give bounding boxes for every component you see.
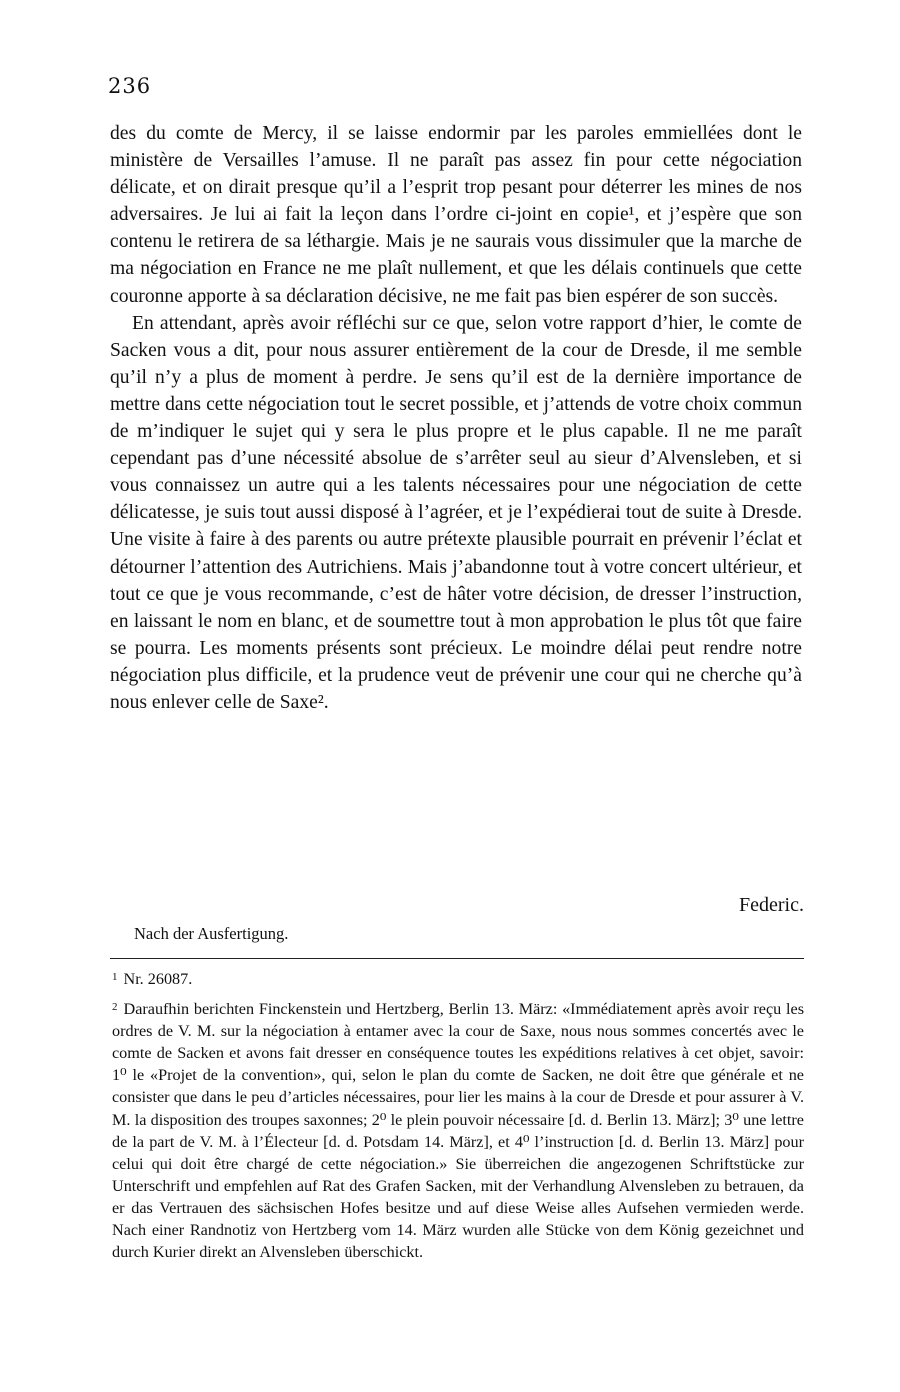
footnote-1 xyxy=(112,966,804,990)
paragraph-1: des du comte de Mercy, il se laisse endormir par les paroles emmiellées dont le ministère de Versailles l’amuse. Il ne paraît pas assez fin pour cette négociation délicate, et on dirait presque qu’il a l’esprit trop pesant pour déterrer les mines de nos adversaires. Je lui ai fait la leçon dans l’ordre ci-joint en copie¹, et j’espère que son contenu le retirera de sa léthargie. Mais je ne saurais vous dissimuler que la marche de ma négociation en France ne me plaît nullement, et que les délais continuels que cette couronne apporte à sa déclaration décisive, ne me fait pas bien espérer de son succès. xyxy=(110,123,802,307)
footnote-1-text: Nr. 26087. xyxy=(123,970,193,988)
page-number: 236 xyxy=(108,74,152,98)
footnote-divider xyxy=(110,958,804,959)
footnotes xyxy=(112,966,804,1263)
paragraph-2: En attendant, après avoir réfléchi sur ce que, selon votre rapport d’hier, le comte de Sacken vous a dit, pour nous assurer entièrement de la cour de Dresde, il me semble qu’il n’y a plus de moment à perdre. Je sens qu’il est de la dernière importance de mettre dans cette négociation tout le secret possible, et j’attends de votre choix commun de m’indiquer le sujet qui y sera le plus propre et le plus capable. Il ne me paraît cependant pas d’une nécessité absolue de s’arrêter seul au sieur d’Alvensleben, et si vous connaissez un autre qui a les talents nécessaires pour une négociation de cette délicatesse, je suis tout aussi disposé à l’agréer, et je l’expédierai tout de suite à Dresde. Une visite à faire à des parents ou autre prétexte plausible pourrait en prévenir l’éclat et détourner l’attention des Autrichiens. Mais j’abandonne tout à votre concert ultérieur, et tout ce que je vous recommande, c’est de hâter votre décision, de dresser l’instruction, en laissant le nom en blanc, et de soumettre tout à mon approbation le plus tôt que faire se pourra. Les moments présents sont précieux. Le moindre délai peut rendre notre négociation plus difficile, et la prudence veut de prévenir une cour qui ne cherche qu’à nous enlever celle de Saxe². xyxy=(110,312,802,713)
source-note: Nach der Ausfertigung. xyxy=(134,924,289,943)
letter-body xyxy=(110,120,802,716)
footnote-2-text: Daraufhin berichten Finckenstein und Hertzberg, Berlin 13. März: «Immédiatement après avoir reçu les ordres de V. M. sur la négociation à entamer avec la cour de Saxe, nous nous sommes concertés avec le comte de Sacken et avons fait dresser en conséquence toutes les expéditions relatives à cet objet, savoir: 1⁰ le «Projet de la convention», qui, selon le plan du comte de Sacken, ne doit être que générale et ne consister que dans le peu d’articles nécessaires, pour lier les mains à la cour de Dresde et pour assurer à V. M. la disposition des troupes saxonnes; 2⁰ le plein pouvoir nécessaire [d. d. Berlin 13. März]; 3⁰ une lettre de la part de V. M. à l’Électeur [d. d. Potsdam 14. März], et 4⁰ l’instruction [d. d. Berlin 13. März] pour celui qui doit être chargé de cette négociation.» Sie überreichen die angezogenen Schriftstücke zur Unterschrift und empfehlen auf Rat des Grafen Sacken, mit der Verhandlung Alvensleben zu betrauen, da er das Vertrauen des sächsischen Hofes besitze und auf diese Weise alles Aufsehen vermieden werde. Nach einer Randnotiz von Hertzberg vom 14. März wurden alle Stücke von dem König gezeichnet und durch Kurier direkt an Alvensleben überschickt. xyxy=(112,1000,804,1262)
footnote-1-mark: 1 xyxy=(112,971,118,983)
signature: Federic. xyxy=(739,894,804,916)
footnote-2-mark: 2 xyxy=(112,1001,118,1014)
footnote-2 xyxy=(112,996,804,1263)
